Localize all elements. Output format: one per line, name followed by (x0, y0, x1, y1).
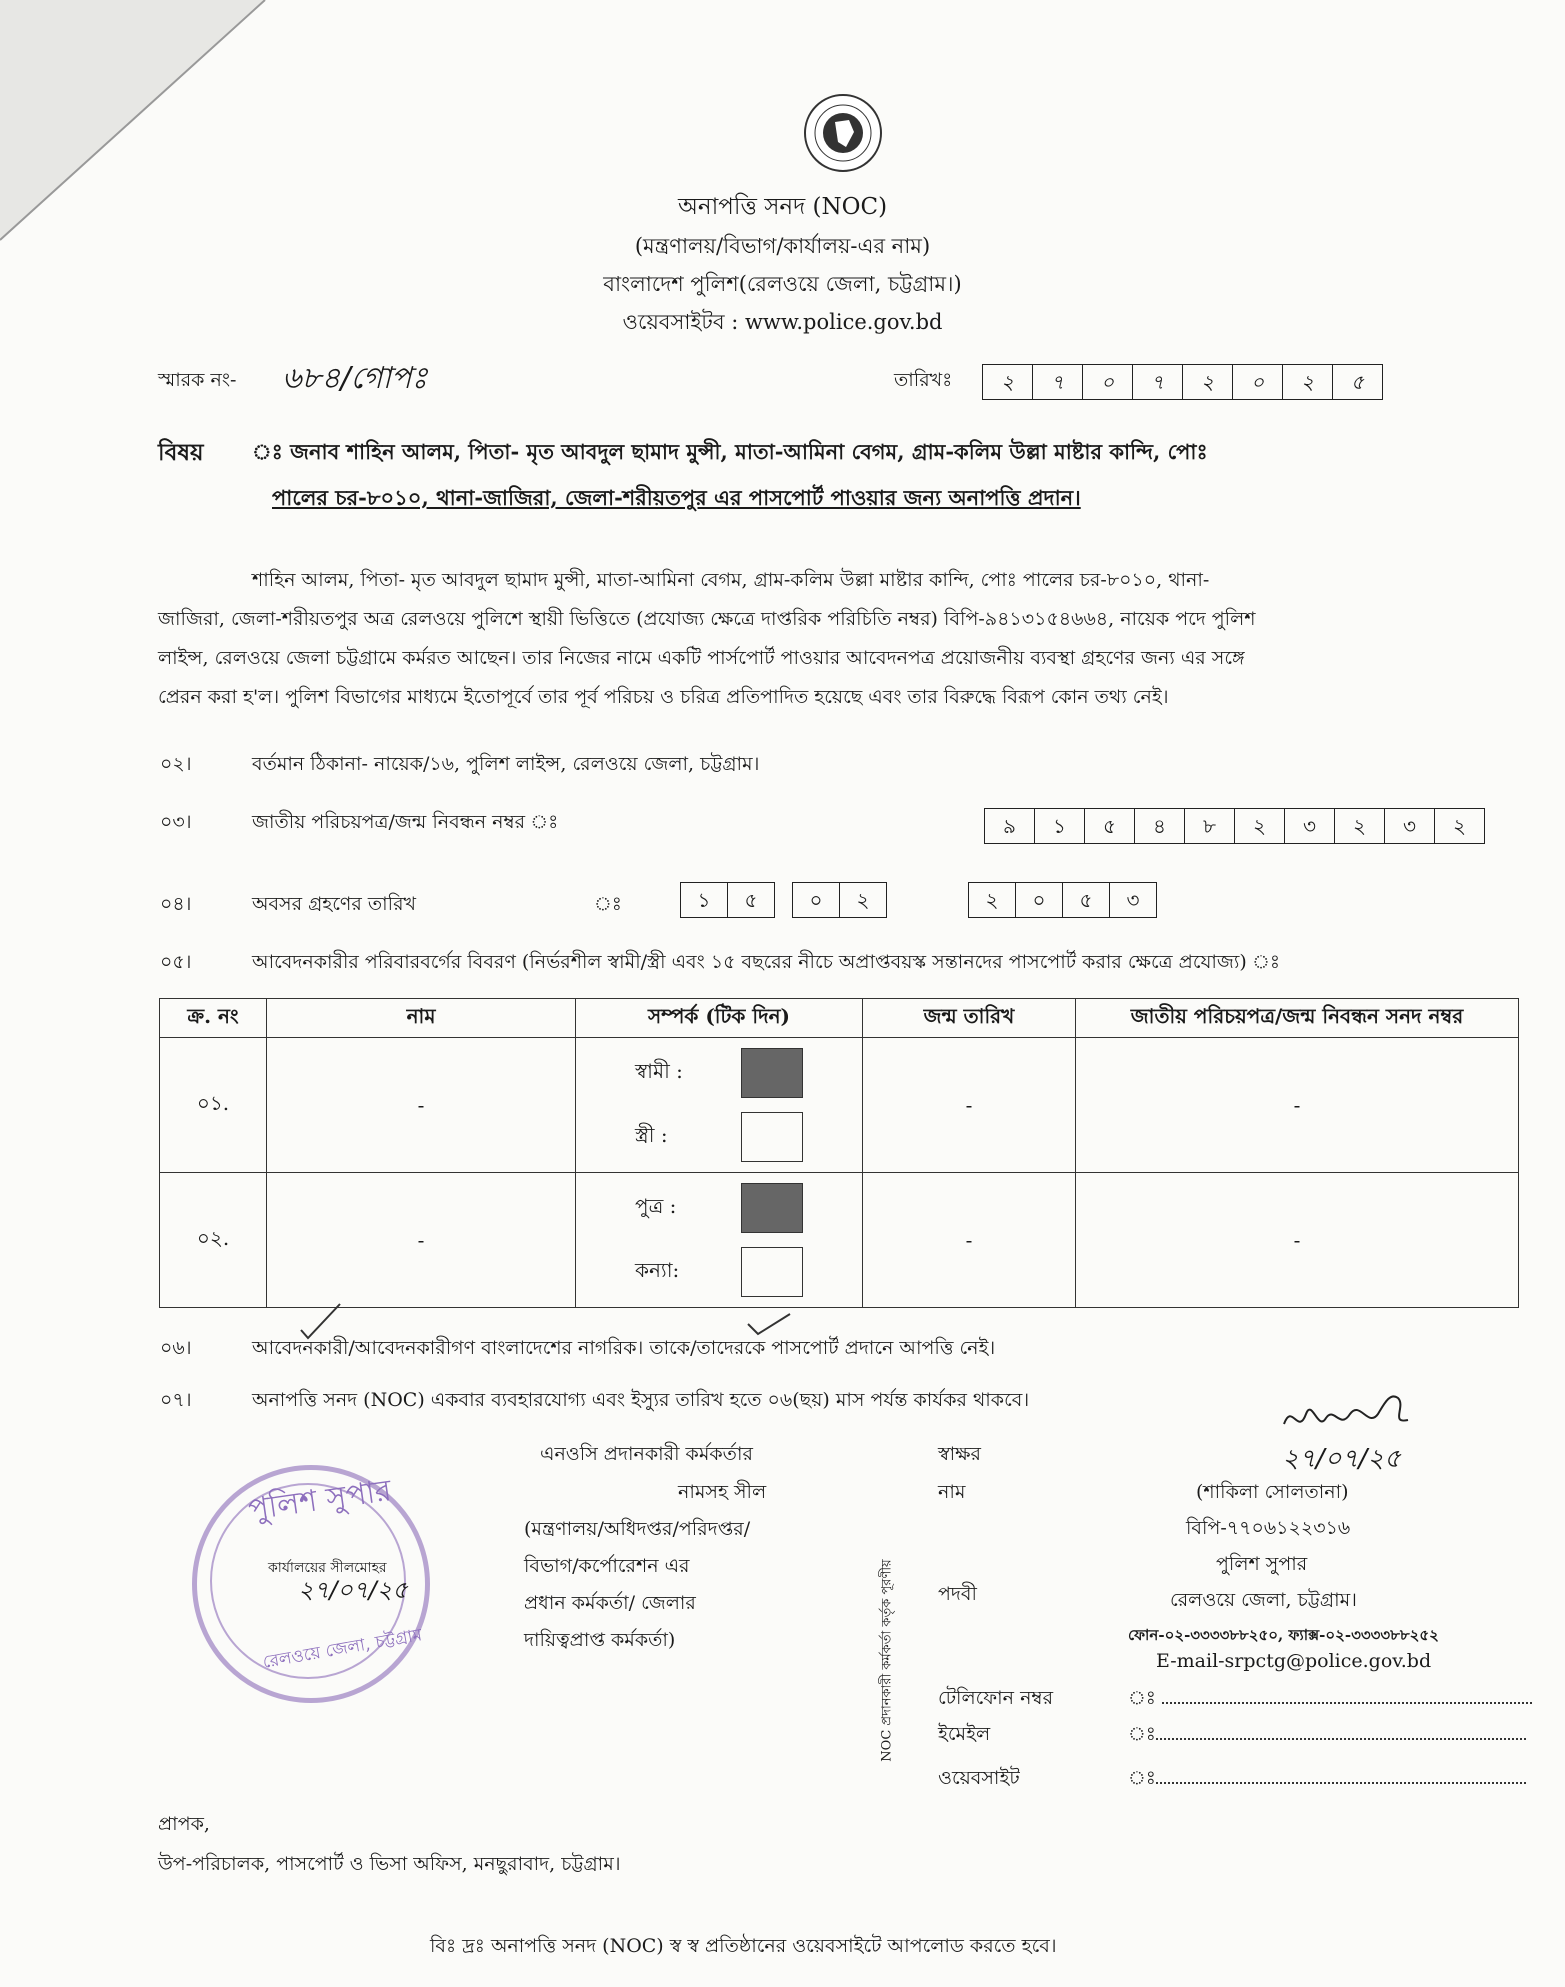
retire-month-digit: ০ (792, 882, 839, 918)
date-label: তারিখঃ (894, 369, 953, 391)
family-details-label: আবেদনকারীর পরিবারবর্গের বিবরণ (নির্ভরশীল স্বামী/স্ত্রী এবং ১৫ বছরের নীচে অপ্রাপ্তবয়স্ক সন্তানদের পাসপোর্ট করার ক্ষেত্রে প্রযোজ্য) ঃ (252, 951, 1281, 973)
vertical-note: NOC প্রদানকারী কর্মকর্তা কর্তৃক পূরণীয় (879, 1559, 895, 1762)
body-line-2: জাজিরা, জেলা-শরীয়তপুর অত্র রেলওয়ে পুলিশে স্থায়ী ভিত্তিতে (প্রযোজ্য ক্ষেত্রে দাপ্তরিক পরিচিতি নম্বর) বিপি-৯৪১৩১৫৪৬৬৪, নায়েক পদে পুলিশ (158, 608, 1256, 630)
date-digit: ২ (1182, 364, 1232, 400)
col-serial: ক্র. নং (160, 999, 267, 1038)
nid-digit: ৩ (1284, 808, 1334, 844)
phone-fax: ফোন-০২-৩৩৩৩৮৮২৫০, ফ্যাক্স-০২-৩৩৩৩৮৮২৫২ (1128, 1626, 1439, 1644)
date-digit: ৫ (1332, 364, 1383, 400)
citizenship-statement: আবেদনকারী/আবেদনকারীগণ বাংলাদেশের নাগরিক। তাকে/তাদেরকে পাসপোর্ট প্রদানে আপত্তি নেই। (252, 1337, 996, 1359)
officer-name: (শাকিলা সোলতানা) (1196, 1481, 1349, 1503)
date-digit: ০ (1082, 364, 1132, 400)
nid-digit: ২ (1234, 808, 1284, 844)
recipient-label: প্রাপক, (158, 1813, 210, 1835)
col-relation: সম্পর্ক (টিক দিন) (576, 999, 863, 1038)
seal-text-bottom: রেলওয়ে জেলা, চট্টগ্রাম (261, 1625, 424, 1673)
retire-day-digit: ৫ (727, 882, 775, 918)
relation-wife-label: স্ত্রী : (635, 1122, 668, 1147)
officer-office: রেলওয়ে জেলা, চট্টগ্রাম। (1170, 1589, 1357, 1611)
recipient-address: উপ-পরিচালক, পাসপোর্ট ও ভিসা অফিস, মনছুরাবাদ, চট্টগ্রাম। (158, 1853, 621, 1875)
nid-digit: ৮ (1184, 808, 1234, 844)
relation-son-label: পুত্র : (635, 1193, 677, 1218)
officer-bp-number: বিপি-৭৭০৬১২২৩১৬ (1186, 1517, 1351, 1539)
field-colon: ঃ (1128, 1687, 1156, 1709)
table-row (160, 1173, 1519, 1308)
item-03-number: ০৩। (160, 811, 192, 833)
signature-date: ২৭/০৭/২৫ (1282, 1444, 1401, 1474)
authority-line-1: (মন্ত্রণালয়/অধিদপ্তর/পরিদপ্তর/ (524, 1518, 751, 1540)
col-name: নাম (267, 999, 576, 1038)
retirement-month-boxes (792, 882, 887, 918)
tick-mark-icon (744, 1310, 794, 1340)
retirement-colon: ঃ (594, 893, 622, 915)
relation-husband-label: স্বামী : (635, 1058, 683, 1083)
officer-email: E-mail-srpctg@police.gov.bd (1156, 1650, 1432, 1672)
name-label: নাম (938, 1481, 966, 1503)
body-line-1: শাহিন আলম, পিতা- মৃত আবদুল ছামাদ মুন্সী, মাতা-আমিনা বেগম, গ্রাম-কলিম উল্লা মাষ্টার কান্দি, পোঃ পালের চর-৮০১০, থানা- (252, 569, 1210, 591)
noc-officer-label: এনওসি প্রদানকারী কর্মকর্তার (540, 1443, 753, 1465)
designation-label: পদবী (938, 1583, 977, 1605)
subject-label: বিষয় (158, 439, 204, 466)
tick-mark-icon (296, 1300, 346, 1340)
nid-label: জাতীয় পরিচয়পত্র/জন্ম নিবন্ধন নম্বর ঃ (252, 811, 559, 833)
retire-year-digit: ২ (968, 882, 1015, 918)
relation-daughter-checkbox[interactable] (741, 1247, 803, 1297)
telephone-field[interactable] (1128, 1684, 1532, 1716)
retirement-date-label: অবসর গ্রহণের তারিখ (252, 893, 417, 915)
item-06-number: ০৬। (160, 1337, 192, 1359)
date-digit: ৭ (1032, 364, 1082, 400)
email-field[interactable] (1128, 1720, 1526, 1752)
website-line: ওয়েবসাইটব : www.police.gov.bd (622, 310, 943, 334)
family-table (159, 998, 1519, 1308)
date-digit: ২ (1282, 364, 1332, 400)
officer-designation: পুলিশ সুপার (1216, 1553, 1308, 1575)
website-field[interactable] (1128, 1764, 1526, 1796)
date-digit: ২ (982, 364, 1032, 400)
vertical-note-wrap (878, 1530, 898, 1790)
subject-line-2: পালের চর-৮০১০, থানা-জাজিরা, জেলা-শরীয়তপুর এর পাসপোর্ট পাওয়ার জন্য অনাপত্তি প্রদান। (272, 485, 1081, 510)
field-colon: ঃ (1128, 1723, 1156, 1745)
authority-line-3: প্রধান কর্মকর্তা/ জেলার (524, 1592, 696, 1614)
nid-digit: ৩ (1384, 808, 1434, 844)
nid-digit: ৪ (1134, 808, 1184, 844)
body-line-3: লাইন্স, রেলওয়ে জেলা চট্টগ্রামে কর্মরত আছেন। তার নিজের নামে একটি পার্সপোর্ট পাওয়ার আবেদনপত্র প্রয়োজনীয় ব্যবস্থা গ্রহণের জন্য এর সঙ্গে (158, 647, 1245, 669)
row-dob: - (863, 1038, 1076, 1173)
ministry-line: (মন্ত্রণালয়/বিভাগ/কার্যালয়-এর নাম) (634, 234, 931, 258)
row-relation (576, 1038, 863, 1173)
memo-label: স্মারক নং- (158, 369, 237, 391)
government-emblem-icon (802, 92, 884, 174)
officer-signature-icon (1280, 1384, 1430, 1440)
seal-office-label: কার্যালয়ের সীলমোহর (268, 1560, 387, 1576)
relation-daughter-label: কন্যা: (635, 1257, 680, 1282)
relation-son-checkbox[interactable] (741, 1183, 803, 1233)
nid-digit: ৫ (1084, 808, 1134, 844)
field-colon: ঃ (1128, 1767, 1156, 1789)
retire-year-digit: ৫ (1062, 882, 1109, 918)
col-dob: জন্ম তারিখ (863, 999, 1076, 1038)
row-nid: - (1076, 1038, 1519, 1173)
retire-day-digit: ১ (680, 882, 727, 918)
item-07-number: ০৭। (160, 1389, 192, 1411)
row-name: - (267, 1038, 576, 1173)
item-02-number: ০২। (160, 753, 192, 775)
retire-year-digit: ০ (1015, 882, 1062, 918)
retire-year-digit: ৩ (1109, 882, 1157, 918)
date-boxes (982, 364, 1383, 400)
nid-digit: ২ (1434, 808, 1485, 844)
subject-line-1: ঃ জনাব শাহিন আলম, পিতা- মৃত আবদুল ছামাদ মুন্সী, মাতা-আমিনা বেগম, গ্রাম-কলিম উল্লা মাষ্টার কান্দি, পোঃ (252, 439, 1208, 464)
website-label: ওয়েবসাইট (938, 1767, 1020, 1789)
row-dob: - (863, 1173, 1076, 1308)
retirement-day-boxes (680, 882, 775, 918)
date-digit: ০ (1232, 364, 1282, 400)
footer-note: বিঃ দ্রঃ অনাপত্তি সনদ (NOC) স্ব স্ব প্রতিষ্ঠানের ওয়েবসাইটে আপলোড করতে হবে। (430, 1935, 1057, 1957)
authority-line-2: বিভাগ/কর্পোরেশন এর (524, 1555, 690, 1577)
signature-label: স্বাক্ষর (938, 1443, 981, 1465)
nid-boxes (984, 808, 1485, 844)
email-label: ইমেইল (938, 1723, 991, 1745)
col-nid: জাতীয় পরিচয়পত্র/জন্ম নিবন্ধন সনদ নম্বর (1076, 999, 1519, 1038)
nid-digit: ৯ (984, 808, 1034, 844)
item-04-number: ০৪। (160, 893, 192, 915)
retirement-year-boxes (968, 882, 1157, 918)
seal-text-top: পুলিশ সুপার (246, 1473, 394, 1528)
relation-husband-checkbox[interactable] (741, 1048, 803, 1098)
seal-date: ২৭/০৭/২৫ (298, 1576, 408, 1604)
present-address: বর্তমান ঠিকানা- নায়েক/১৬, পুলিশ লাইন্স, রেলওয়ে জেলা, চট্টগ্রাম। (252, 753, 760, 775)
row-serial: ০২. (160, 1173, 267, 1308)
body-line-4: প্রেরন করা হ'ল। পুলিশ বিভাগের মাধ্যমে ইতোপূর্বে তার পূর্ব পরিচয় ও চরিত্র প্রতিপাদিত হয়েছে এবং তার বিরুদ্ধে বিরূপ কোন তথ্য নেই। (158, 686, 1169, 708)
row-name: - (267, 1173, 576, 1308)
memo-number: ৬৮৪/গোপঃ (282, 361, 428, 396)
relation-wife-checkbox[interactable] (741, 1112, 803, 1162)
office-line: বাংলাদেশ পুলিশ(রেলওয়ে জেলা, চট্টগ্রাম।) (603, 272, 962, 296)
telephone-label: টেলিফোন নম্বর (938, 1687, 1054, 1709)
table-header-row (160, 999, 1519, 1038)
row-serial: ০১. (160, 1038, 267, 1173)
nid-digit: ১ (1034, 808, 1084, 844)
name-seal-label: নামসহ সীল (678, 1481, 767, 1503)
row-relation (576, 1173, 863, 1308)
nid-digit: ২ (1334, 808, 1384, 844)
date-digit: ৭ (1132, 364, 1182, 400)
retire-month-digit: ২ (839, 882, 887, 918)
table-row (160, 1038, 1519, 1173)
validity-statement: অনাপত্তি সনদ (NOC) একবার ব্যবহারযোগ্য এবং ইস্যুর তারিখ হতে ০৬(ছয়) মাস পর্যন্ত কার্যকর থাকবে। (252, 1389, 1030, 1411)
document-title: অনাপত্তি সনদ (NOC) (677, 194, 888, 220)
item-05-number: ০৫। (160, 951, 192, 973)
row-nid: - (1076, 1173, 1519, 1308)
authority-line-4: দায়িত্বপ্রাপ্ত কর্মকর্তা) (524, 1629, 676, 1651)
